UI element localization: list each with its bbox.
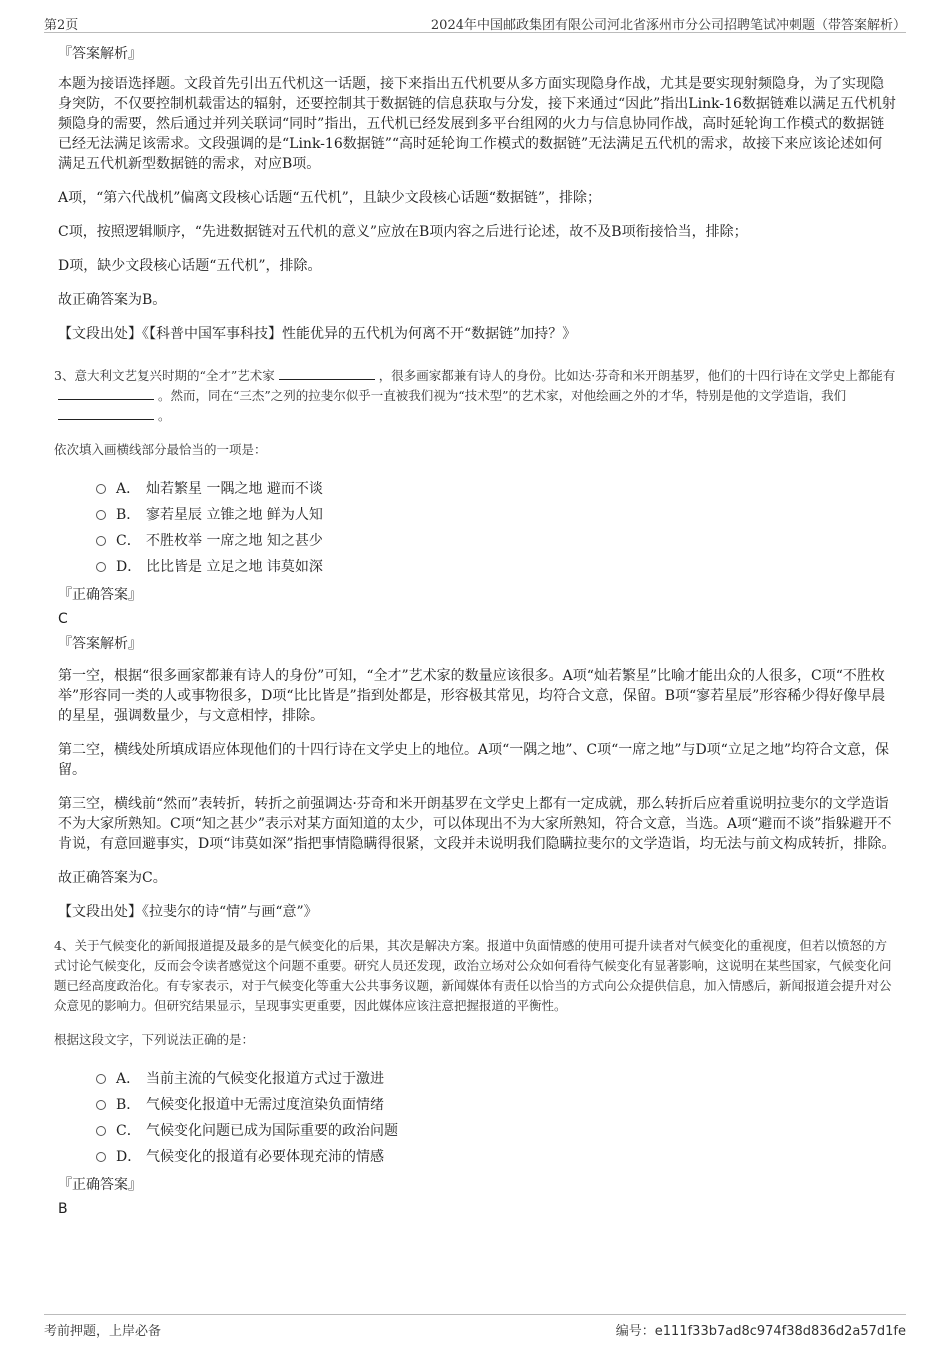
q4-option-b[interactable]: B． 气候变化报道中无需过度渲染负面情绪 bbox=[96, 1092, 896, 1118]
q4-answer-label: 『正确答案』 bbox=[58, 1177, 142, 1193]
document-title: 2024年中国邮政集团有限公司河北省涿州市分公司招聘笔试冲刺题（带答案解析） bbox=[430, 18, 906, 33]
radio-icon[interactable] bbox=[96, 562, 106, 572]
q4-option-c[interactable]: C． 气候变化问题已成为国际重要的政治问题 bbox=[96, 1118, 896, 1144]
q2-answer-statement: 故正确答案为B。 bbox=[58, 292, 167, 308]
q3-stem: 3、意大利文艺复兴时期的“全才”艺术家 ，很多画家都兼有诗人的身份。比如达·芬奇和米开朗基罗，他们的十四行诗在文学史上都能有。然而，同在“三杰”之列的拉斐尔似乎一直被我们视为“技术型”的艺术家，对他绘画之外的才华，特别是他的文学造诣，我们。 bbox=[54, 368, 896, 423]
q3-options bbox=[96, 476, 896, 580]
q3-analysis-paragraph: 第二空，横线处所填成语应体现他们的十四行诗在文学史上的地位。A项“一隅之地”、C项“一席之地”与D项“立足之地”均符合文意，保留。 bbox=[58, 742, 889, 778]
q3-source: 【文段出处】《拉斐尔的诗“情”与画“意”》 bbox=[58, 904, 318, 920]
fill-blank bbox=[58, 406, 154, 420]
fill-blank bbox=[58, 386, 154, 400]
q3-prompt: 依次填入画横线部分最恰当的一项是： bbox=[54, 442, 267, 457]
q3-answer-statement: 故正确答案为C。 bbox=[58, 870, 167, 886]
q4-options bbox=[96, 1066, 896, 1170]
radio-icon[interactable] bbox=[96, 484, 106, 494]
fill-blank bbox=[279, 366, 375, 380]
radio-icon[interactable] bbox=[96, 1100, 106, 1110]
document-body bbox=[54, 44, 896, 1224]
page-footer bbox=[44, 1314, 906, 1339]
q2-analysis-paragraph: D项，缺少文段核心话题“五代机”，排除。 bbox=[58, 258, 322, 274]
q2-analysis-paragraph: 本题为接语选择题。文段首先引出五代机这一话题，接下来指出五代机要从多方面实现隐身作战，尤其是要实现射频隐身，为了实现隐身突防，不仅要控制机载雷达的辐射，还要控制其于数据链的信息获取与分发，接下来通过“因此”指出Link-16数据链难以满足五代机射频隐身的需要，然后通过并列关联词“同时”指出，五代机已经发展到多平台组网的火力与信息协同作战，高时延轮询工作模式的数据链已经无法满足该需求。文段强调的是“Link-16数据链”“高时延轮询工作模式的数据链”无法满足五代机的需求，故接下来应该论述如何满足五代机新型数据链的需求，对应B项。 bbox=[58, 76, 896, 172]
q4-option-a[interactable]: A． 当前主流的气候变化报道方式过于激进 bbox=[96, 1066, 896, 1092]
document-code: 编号：e111f33b7ad8c974f38d836d2a57d1fe bbox=[615, 1324, 906, 1339]
footer-slogan: 考前押题，上岸必备 bbox=[44, 1324, 162, 1339]
radio-icon[interactable] bbox=[96, 1074, 106, 1084]
radio-icon[interactable] bbox=[96, 536, 106, 546]
q4-prompt: 根据这段文字，下列说法正确的是： bbox=[54, 1032, 255, 1047]
radio-icon[interactable] bbox=[96, 1126, 106, 1136]
page-header bbox=[44, 12, 906, 33]
q4-answer: B bbox=[58, 1201, 68, 1217]
q3-option-b[interactable]: B． 寥若星辰 立锥之地 鲜为人知 bbox=[96, 502, 896, 528]
q2-analysis-label: 『答案解析』 bbox=[58, 46, 142, 62]
q4-stem: 4、关于气候变化的新闻报道提及最多的是气候变化的后果，其次是解决方案。报道中负面情感的使用可提升读者对气候变化的重视度，但若以愤怒的方式讨论气候变化，反而会令读者感觉这个问题不重要。研究人员还发现，政治立场对公众如何看待气候变化有显著影响，这说明在某些国家，气候变化问题已经高度政治化。有专家表示，对于气候变化等重大公共事务议题，新闻媒体有责任以恰当的方式向公众提供信息，加入情感后，新闻报道会提升对公众意见的影响力。但研究结果显示，呈现事实更重要，因此媒体应该注意把握报道的平衡性。 bbox=[54, 938, 892, 1013]
q3-option-a[interactable]: A． 灿若繁星 一隅之地 避而不谈 bbox=[96, 476, 896, 502]
q2-analysis-paragraph: C项，按照逻辑顺序，“先进数据链对五代机的意义”应放在B项内容之后进行论述，故不及B项衔接恰当，排除； bbox=[58, 224, 748, 240]
page-number: 第2页 bbox=[44, 18, 79, 33]
radio-icon[interactable] bbox=[96, 1152, 106, 1162]
q3-option-c[interactable]: C． 不胜枚举 一席之地 知之甚少 bbox=[96, 528, 896, 554]
q3-answer-label: 『正确答案』 bbox=[58, 587, 142, 603]
q3-option-d[interactable]: D． 比比皆是 立足之地 讳莫如深 bbox=[96, 554, 896, 580]
q2-analysis-paragraph: A项，“第六代战机”偏离文段核心话题“五代机”，且缺少文段核心话题“数据链”，排除； bbox=[58, 190, 602, 206]
q3-analysis-label: 『答案解析』 bbox=[58, 636, 142, 652]
q3-analysis-paragraph: 第一空，根据“很多画家都兼有诗人的身份”可知，“全才”艺术家的数量应该很多。A项“灿若繁星”比喻才能出众的人很多，C项“不胜枚举”形容同一类的人或事物很多，D项“比比皆是”指到处都是，形容极其常见，均符合文意，保留。B项“寥若星辰”形容稀少得好像早晨的星星，强调数量少，与文意相悖，排除。 bbox=[58, 668, 886, 724]
q3-analysis-paragraph: 第三空，横线前“然而”表转折，转折之前强调达·芬奇和米开朗基罗在文学史上都有一定成就，那么转折后应着重说明拉斐尔的文学造诣不为大家所熟知。C项“知之甚少”表示对某方面知道的太少，可以体现出不为大家所熟知，符合文意，当选。A项“避而不谈”指躲避开不肯说，有意回避事实，D项“讳莫如深”指把事情隐瞒得很紧，文段并未说明我们隐瞒拉斐尔的文学造诣，均无法与前文构成转折，排除。 bbox=[58, 796, 896, 852]
q3-answer: C bbox=[58, 611, 68, 627]
q2-source: 【文段出处】《【科普中国军事科技】性能优异的五代机为何离不开“数据链”加持？》 bbox=[58, 326, 577, 342]
radio-icon[interactable] bbox=[96, 510, 106, 520]
q4-option-d[interactable]: D． 气候变化的报道有必要体现充沛的情感 bbox=[96, 1144, 896, 1170]
